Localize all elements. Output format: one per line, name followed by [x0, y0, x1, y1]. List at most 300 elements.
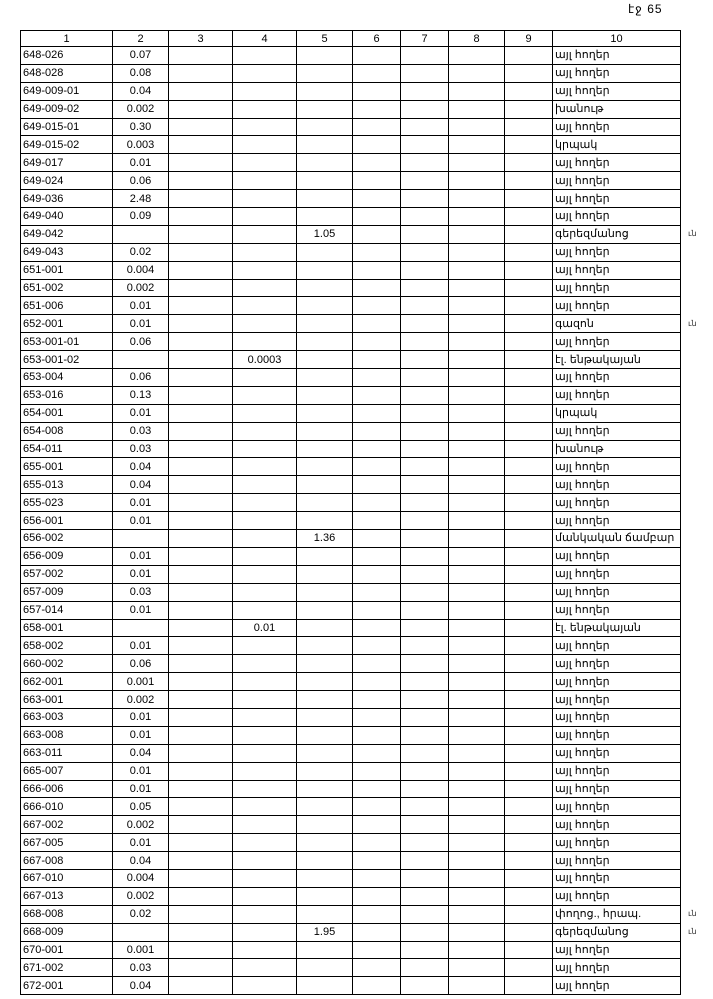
margin-note: ւն: [688, 318, 697, 328]
table-row: [21, 82, 681, 100]
table-row: [21, 869, 681, 887]
cell-col-8: [449, 744, 505, 762]
cell-col-8: [449, 279, 505, 297]
cell-col-3: [169, 798, 233, 816]
cell-col-1: 668-009: [21, 923, 113, 941]
cell-col-4: 0.0003: [233, 351, 297, 369]
cell-col-7: [401, 565, 449, 583]
column-header-7: 7: [401, 31, 449, 47]
cell-col-3: [169, 923, 233, 941]
cell-col-1: 649-043: [21, 243, 113, 261]
cell-col-9: [505, 708, 553, 726]
cell-col-1: 667-002: [21, 816, 113, 834]
cell-col-10: այլ հողեր: [553, 726, 681, 744]
cell-col-6: [353, 440, 401, 458]
cell-col-8: [449, 47, 505, 65]
cell-col-6: [353, 172, 401, 190]
cell-col-8: [449, 905, 505, 923]
cell-col-7: [401, 530, 449, 548]
cell-col-2: 0.04: [113, 458, 169, 476]
cell-col-7: [401, 190, 449, 208]
cell-col-4: [233, 154, 297, 172]
cell-col-10: այլ հողեր: [553, 673, 681, 691]
cell-col-4: [233, 315, 297, 333]
header-row: [21, 31, 681, 47]
cell-col-9: [505, 315, 553, 333]
cell-col-2: [113, 619, 169, 637]
cell-col-7: [401, 136, 449, 154]
cell-col-9: [505, 208, 553, 226]
cell-col-6: [353, 476, 401, 494]
cell-col-3: [169, 118, 233, 136]
cell-col-2: 0.001: [113, 673, 169, 691]
cell-col-8: [449, 404, 505, 422]
cell-col-7: [401, 154, 449, 172]
cell-col-7: [401, 279, 449, 297]
cell-col-3: [169, 708, 233, 726]
cell-col-4: [233, 959, 297, 977]
cell-col-4: [233, 565, 297, 583]
cell-col-7: [401, 887, 449, 905]
cell-col-7: [401, 852, 449, 870]
cell-col-3: [169, 816, 233, 834]
cell-col-5: [297, 726, 353, 744]
cell-col-3: [169, 369, 233, 387]
cell-col-8: [449, 655, 505, 673]
cell-col-5: [297, 565, 353, 583]
cell-col-6: [353, 619, 401, 637]
column-header-1: 1: [21, 31, 113, 47]
cell-col-1: 663-001: [21, 691, 113, 709]
cell-col-10: էլ. ենթակայան: [553, 351, 681, 369]
table-row: [21, 583, 681, 601]
cell-col-7: [401, 547, 449, 565]
cell-col-10: խանութ: [553, 440, 681, 458]
cell-col-10: այլ հողեր: [553, 512, 681, 530]
cell-col-7: [401, 47, 449, 65]
cell-col-4: [233, 47, 297, 65]
cell-col-2: 0.01: [113, 726, 169, 744]
cell-col-1: 648-028: [21, 64, 113, 82]
table-row: [21, 708, 681, 726]
table-row: [21, 512, 681, 530]
cell-col-7: [401, 816, 449, 834]
cell-col-8: [449, 190, 505, 208]
cell-col-5: [297, 47, 353, 65]
cell-col-9: [505, 852, 553, 870]
table-row: [21, 744, 681, 762]
cell-col-4: [233, 655, 297, 673]
cell-col-5: [297, 333, 353, 351]
cell-col-9: [505, 565, 553, 583]
cell-col-4: [233, 887, 297, 905]
cell-col-4: [233, 494, 297, 512]
cell-col-9: [505, 798, 553, 816]
cell-col-7: [401, 351, 449, 369]
cell-col-8: [449, 172, 505, 190]
cell-col-8: [449, 780, 505, 798]
cell-col-7: [401, 512, 449, 530]
cell-col-7: [401, 959, 449, 977]
cell-col-10: այլ հողեր: [553, 637, 681, 655]
cell-col-10: այլ հողեր: [553, 565, 681, 583]
cell-col-7: [401, 923, 449, 941]
cell-col-6: [353, 941, 401, 959]
cell-col-2: 0.01: [113, 834, 169, 852]
cell-col-3: [169, 726, 233, 744]
cell-col-1: 663-011: [21, 744, 113, 762]
cell-col-1: 665-007: [21, 762, 113, 780]
cell-col-3: [169, 512, 233, 530]
cell-col-1: 655-013: [21, 476, 113, 494]
column-header-8: 8: [449, 31, 505, 47]
cell-col-8: [449, 136, 505, 154]
cell-col-6: [353, 261, 401, 279]
cell-col-8: [449, 619, 505, 637]
cell-col-1: 649-009-01: [21, 82, 113, 100]
table-row: [21, 673, 681, 691]
table-row: [21, 530, 681, 548]
cell-col-4: [233, 530, 297, 548]
cell-col-8: [449, 118, 505, 136]
cell-col-5: [297, 655, 353, 673]
cell-col-4: [233, 780, 297, 798]
margin-note: ւն: [688, 229, 697, 239]
table-row: [21, 243, 681, 261]
cell-col-10: այլ հողեր: [553, 64, 681, 82]
cell-col-10: այլ հողեր: [553, 798, 681, 816]
cell-col-7: [401, 637, 449, 655]
table-row: [21, 977, 681, 995]
cell-col-1: 663-003: [21, 708, 113, 726]
cell-col-1: 649-042: [21, 225, 113, 243]
cell-col-10: այլ հողեր: [553, 744, 681, 762]
cell-col-1: 672-001: [21, 977, 113, 995]
cell-col-1: 649-009-02: [21, 100, 113, 118]
table-row: [21, 816, 681, 834]
cell-col-1: 660-002: [21, 655, 113, 673]
cell-col-10: այլ հողեր: [553, 887, 681, 905]
table-row: [21, 404, 681, 422]
cell-col-4: [233, 708, 297, 726]
cell-col-10: այլ հողեր: [553, 834, 681, 852]
cell-col-2: 0.07: [113, 47, 169, 65]
cell-col-1: 656-001: [21, 512, 113, 530]
cell-col-6: [353, 691, 401, 709]
cell-col-4: [233, 136, 297, 154]
cell-col-5: [297, 512, 353, 530]
cell-col-7: [401, 243, 449, 261]
cell-col-2: 0.004: [113, 869, 169, 887]
table-row: [21, 261, 681, 279]
cell-col-1: 662-001: [21, 673, 113, 691]
cell-col-5: [297, 476, 353, 494]
cell-col-10: այլ հողեր: [553, 977, 681, 995]
cell-col-4: [233, 905, 297, 923]
table-row: [21, 619, 681, 637]
cell-col-9: [505, 673, 553, 691]
cell-col-5: [297, 458, 353, 476]
cell-col-3: [169, 583, 233, 601]
cell-col-4: [233, 404, 297, 422]
cell-col-1: 658-001: [21, 619, 113, 637]
cell-col-6: [353, 959, 401, 977]
cell-col-9: [505, 172, 553, 190]
cell-col-10: այլ հողեր: [553, 601, 681, 619]
cell-col-2: [113, 225, 169, 243]
cell-col-7: [401, 691, 449, 709]
cell-col-7: [401, 869, 449, 887]
cell-col-3: [169, 637, 233, 655]
cell-col-10: այլ հողեր: [553, 583, 681, 601]
cell-col-5: [297, 834, 353, 852]
cell-col-3: [169, 225, 233, 243]
cell-col-4: [233, 977, 297, 995]
cell-col-10: այլ հողեր: [553, 208, 681, 226]
cell-col-9: [505, 47, 553, 65]
cell-col-4: [233, 440, 297, 458]
cell-col-6: [353, 225, 401, 243]
cell-col-10: այլ հողեր: [553, 941, 681, 959]
cell-col-10: այլ հողեր: [553, 154, 681, 172]
table-row: [21, 959, 681, 977]
cell-col-1: 655-001: [21, 458, 113, 476]
cell-col-6: [353, 673, 401, 691]
cell-col-4: [233, 923, 297, 941]
cell-col-2: 0.04: [113, 744, 169, 762]
cell-col-2: 0.05: [113, 798, 169, 816]
cell-col-5: [297, 315, 353, 333]
cell-col-4: [233, 869, 297, 887]
cell-col-3: [169, 869, 233, 887]
cell-col-4: [233, 744, 297, 762]
cell-col-3: [169, 977, 233, 995]
cell-col-3: [169, 780, 233, 798]
cell-col-1: 652-001: [21, 315, 113, 333]
cell-col-5: [297, 869, 353, 887]
cell-col-1: 649-036: [21, 190, 113, 208]
cell-col-2: 0.04: [113, 852, 169, 870]
table-row: [21, 726, 681, 744]
cell-col-10: այլ հողեր: [553, 494, 681, 512]
cell-col-7: [401, 386, 449, 404]
cell-col-5: [297, 887, 353, 905]
cell-col-7: [401, 905, 449, 923]
table-row: [21, 798, 681, 816]
cell-col-6: [353, 136, 401, 154]
cell-col-4: [233, 190, 297, 208]
cell-col-1: 658-002: [21, 637, 113, 655]
cell-col-7: [401, 798, 449, 816]
cell-col-3: [169, 547, 233, 565]
cell-col-9: [505, 887, 553, 905]
cell-col-10: այլ հողեր: [553, 190, 681, 208]
cell-col-1: 670-001: [21, 941, 113, 959]
margin-note: ւն: [688, 927, 697, 937]
cell-col-4: [233, 691, 297, 709]
cell-col-5: [297, 154, 353, 172]
cell-col-5: [297, 351, 353, 369]
cell-col-8: [449, 691, 505, 709]
cell-col-8: [449, 208, 505, 226]
cell-col-7: [401, 780, 449, 798]
cell-col-1: 651-002: [21, 279, 113, 297]
cell-col-3: [169, 190, 233, 208]
cell-col-8: [449, 386, 505, 404]
column-header-4: 4: [233, 31, 297, 47]
cell-col-2: 0.04: [113, 82, 169, 100]
column-header-5: 5: [297, 31, 353, 47]
cell-col-5: [297, 82, 353, 100]
cell-col-7: [401, 619, 449, 637]
cell-col-4: [233, 726, 297, 744]
cell-col-6: [353, 208, 401, 226]
cell-col-2: 0.002: [113, 691, 169, 709]
cell-col-6: [353, 243, 401, 261]
cell-col-2: 0.01: [113, 601, 169, 619]
cell-col-8: [449, 601, 505, 619]
cell-col-8: [449, 673, 505, 691]
cell-col-3: [169, 565, 233, 583]
cell-col-4: [233, 583, 297, 601]
table-row: [21, 190, 681, 208]
cell-col-4: [233, 297, 297, 315]
table-row: [21, 47, 681, 65]
cell-col-5: 1.95: [297, 923, 353, 941]
cell-col-8: [449, 708, 505, 726]
cell-col-9: [505, 297, 553, 315]
cell-col-10: այլ հողեր: [553, 279, 681, 297]
cell-col-1: 666-010: [21, 798, 113, 816]
cell-col-5: [297, 386, 353, 404]
cell-col-6: [353, 512, 401, 530]
cell-col-9: [505, 386, 553, 404]
cell-col-3: [169, 887, 233, 905]
cell-col-4: [233, 225, 297, 243]
cell-col-4: [233, 64, 297, 82]
cell-col-6: [353, 386, 401, 404]
cell-col-9: [505, 547, 553, 565]
cell-col-6: [353, 190, 401, 208]
cell-col-10: կրպակ: [553, 404, 681, 422]
cell-col-5: [297, 279, 353, 297]
cell-col-6: [353, 118, 401, 136]
cell-col-3: [169, 154, 233, 172]
cell-col-3: [169, 941, 233, 959]
page-number: էջ 65: [628, 2, 663, 16]
cell-col-1: 649-024: [21, 172, 113, 190]
cell-col-5: [297, 798, 353, 816]
cell-col-9: [505, 941, 553, 959]
column-header-6: 6: [353, 31, 401, 47]
cell-col-8: [449, 923, 505, 941]
cell-col-7: [401, 941, 449, 959]
cell-col-6: [353, 333, 401, 351]
cell-col-2: 0.06: [113, 172, 169, 190]
table-row: [21, 923, 681, 941]
cell-col-5: [297, 762, 353, 780]
cell-col-2: 0.01: [113, 404, 169, 422]
cell-col-7: [401, 726, 449, 744]
cell-col-3: [169, 619, 233, 637]
cell-col-9: [505, 762, 553, 780]
cell-col-1: 653-004: [21, 369, 113, 387]
table-row: [21, 762, 681, 780]
cell-col-9: [505, 619, 553, 637]
cell-col-1: 656-002: [21, 530, 113, 548]
cell-col-9: [505, 601, 553, 619]
cell-col-2: 0.03: [113, 422, 169, 440]
cell-col-5: [297, 422, 353, 440]
cell-col-9: [505, 816, 553, 834]
land-parcel-table: [20, 30, 681, 995]
margin-note: ւն: [688, 909, 697, 919]
cell-col-9: [505, 243, 553, 261]
cell-col-4: 0.01: [233, 619, 297, 637]
cell-col-8: [449, 333, 505, 351]
cell-col-8: [449, 261, 505, 279]
cell-col-9: [505, 154, 553, 172]
cell-col-3: [169, 351, 233, 369]
cell-col-3: [169, 243, 233, 261]
table-row: [21, 279, 681, 297]
cell-col-9: [505, 261, 553, 279]
cell-col-2: 0.06: [113, 333, 169, 351]
table-row: [21, 154, 681, 172]
cell-col-5: [297, 959, 353, 977]
cell-col-2: 0.30: [113, 118, 169, 136]
cell-col-6: [353, 530, 401, 548]
cell-col-6: [353, 780, 401, 798]
cell-col-10: այլ հողեր: [553, 691, 681, 709]
cell-col-10: այլ հողեր: [553, 655, 681, 673]
cell-col-9: [505, 458, 553, 476]
cell-col-7: [401, 762, 449, 780]
cell-col-1: 651-001: [21, 261, 113, 279]
cell-col-1: 649-015-01: [21, 118, 113, 136]
cell-col-9: [505, 744, 553, 762]
cell-col-2: 0.01: [113, 154, 169, 172]
cell-col-3: [169, 530, 233, 548]
cell-col-3: [169, 476, 233, 494]
cell-col-4: [233, 673, 297, 691]
cell-col-5: [297, 977, 353, 995]
cell-col-4: [233, 762, 297, 780]
cell-col-1: 649-015-02: [21, 136, 113, 154]
cell-col-9: [505, 637, 553, 655]
cell-col-10: այլ հողեր: [553, 369, 681, 387]
cell-col-4: [233, 333, 297, 351]
cell-col-10: կրպակ: [553, 136, 681, 154]
cell-col-8: [449, 941, 505, 959]
cell-col-6: [353, 834, 401, 852]
cell-col-8: [449, 225, 505, 243]
cell-col-9: [505, 977, 553, 995]
cell-col-1: 667-008: [21, 852, 113, 870]
table-row: [21, 691, 681, 709]
cell-col-3: [169, 959, 233, 977]
cell-col-7: [401, 708, 449, 726]
cell-col-9: [505, 923, 553, 941]
cell-col-8: [449, 852, 505, 870]
cell-col-4: [233, 834, 297, 852]
cell-col-6: [353, 494, 401, 512]
cell-col-7: [401, 369, 449, 387]
cell-col-3: [169, 494, 233, 512]
table-row: [21, 458, 681, 476]
cell-col-3: [169, 136, 233, 154]
cell-col-3: [169, 261, 233, 279]
